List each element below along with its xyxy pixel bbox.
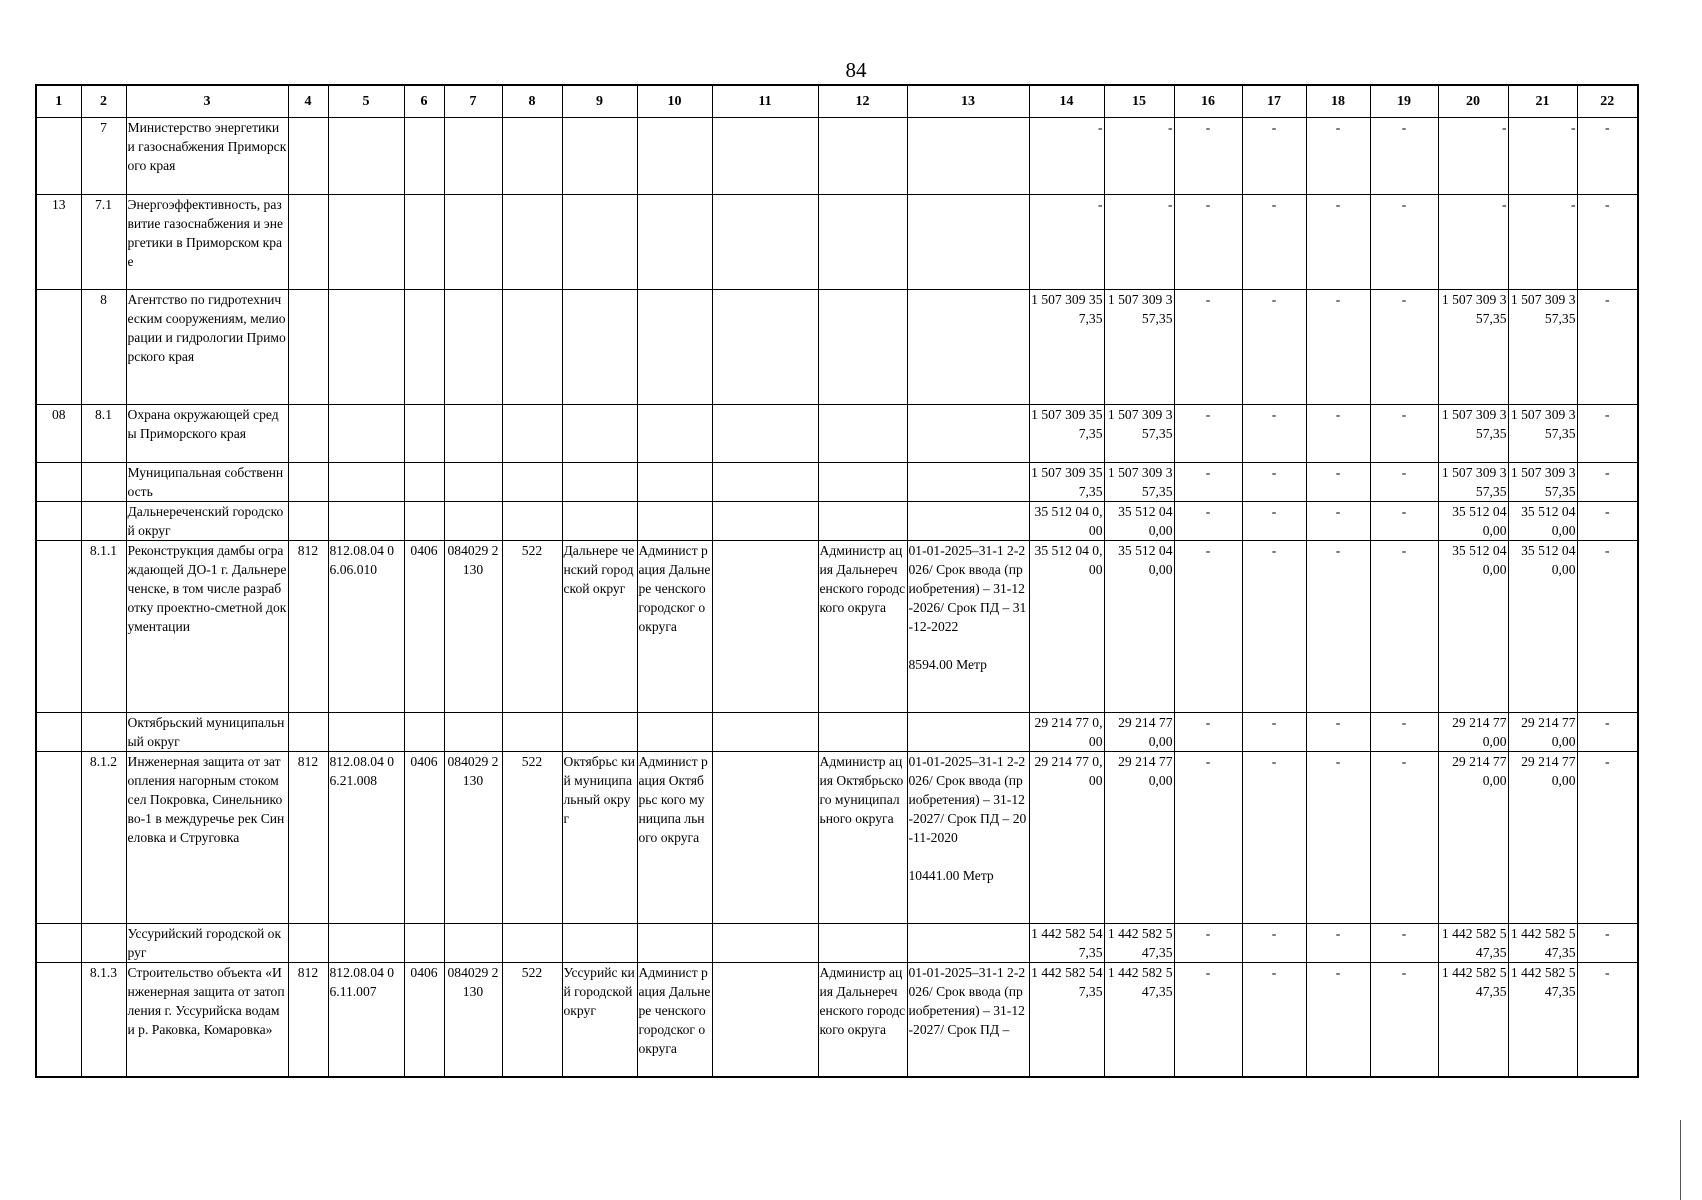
table-cell: - bbox=[1370, 463, 1438, 502]
table-cell: - bbox=[1370, 290, 1438, 405]
table-cell: - bbox=[1577, 405, 1638, 463]
table-cell: 084029 2130 bbox=[444, 963, 502, 1077]
column-header: 18 bbox=[1306, 85, 1370, 118]
table-cell: 1 507 309 357,35 bbox=[1508, 405, 1577, 463]
table-cell bbox=[907, 924, 1029, 963]
table-cell bbox=[562, 118, 637, 195]
table-cell: - bbox=[1242, 924, 1306, 963]
table-cell: 522 bbox=[502, 541, 562, 713]
table-cell: Октябрьский муниципальный округ bbox=[126, 713, 288, 752]
table-cell: - bbox=[1306, 713, 1370, 752]
column-header: 3 bbox=[126, 85, 288, 118]
table-cell bbox=[36, 463, 81, 502]
table-cell: 0406 bbox=[404, 541, 444, 713]
table-cell bbox=[712, 118, 818, 195]
table-cell: - bbox=[1370, 118, 1438, 195]
table-cell: 7 bbox=[81, 118, 126, 195]
column-header: 13 bbox=[907, 85, 1029, 118]
table-cell bbox=[818, 405, 907, 463]
table-cell: 01-01-2025–31-1 2-2026/ Срок ввода (приобретения) – 31-12-2026/ Срок ПД – 31-12-2022 8594.00 Метр bbox=[907, 541, 1029, 713]
table-cell: - bbox=[1242, 963, 1306, 1077]
table-cell: 522 bbox=[502, 963, 562, 1077]
table-cell bbox=[36, 963, 81, 1077]
table-cell: - bbox=[1242, 502, 1306, 541]
scan-edge-mark bbox=[1680, 1120, 1681, 1200]
table-cell bbox=[818, 924, 907, 963]
table-cell bbox=[907, 502, 1029, 541]
column-header: 15 bbox=[1104, 85, 1174, 118]
table-cell bbox=[288, 713, 328, 752]
table-cell bbox=[444, 924, 502, 963]
table-cell: - bbox=[1306, 463, 1370, 502]
table-cell bbox=[562, 502, 637, 541]
table-cell bbox=[36, 752, 81, 924]
table-cell: 35 512 04 0,00 bbox=[1029, 502, 1104, 541]
page-number: 84 bbox=[845, 58, 867, 82]
table-cell: - bbox=[1306, 290, 1370, 405]
table-cell bbox=[637, 924, 712, 963]
table-cell bbox=[907, 463, 1029, 502]
table-cell bbox=[36, 290, 81, 405]
table-cell: - bbox=[1306, 752, 1370, 924]
table-cell bbox=[36, 924, 81, 963]
table-row bbox=[36, 924, 1638, 963]
table-cell: 812 bbox=[288, 541, 328, 713]
table-cell: 08 bbox=[36, 405, 81, 463]
table-cell: 29 214 77 0,00 bbox=[1438, 713, 1508, 752]
table-cell: - bbox=[1577, 924, 1638, 963]
table-cell: 8.1.3 bbox=[81, 963, 126, 1077]
table-cell: 1 442 582 547,35 bbox=[1104, 963, 1174, 1077]
table-cell: 1 507 309 357,35 bbox=[1438, 463, 1508, 502]
table-cell bbox=[288, 463, 328, 502]
table-cell: - bbox=[1242, 713, 1306, 752]
column-header: 9 bbox=[562, 85, 637, 118]
table-cell: 0406 bbox=[404, 963, 444, 1077]
table-cell bbox=[907, 405, 1029, 463]
table-cell: 1 507 309 357,35 bbox=[1508, 290, 1577, 405]
column-header: 20 bbox=[1438, 85, 1508, 118]
table-cell: Реконструкция дамбы ограждающей ДО-1 г. Дальнереченске, в том числе разработку проектно-сметной документации bbox=[126, 541, 288, 713]
table-cell bbox=[36, 713, 81, 752]
table-cell: 812.08.04 06.11.007 bbox=[328, 963, 404, 1077]
table-cell: 1 442 582 547,35 bbox=[1104, 924, 1174, 963]
table-cell bbox=[907, 118, 1029, 195]
table-cell: Администр ация Дальнереч енского городского округа bbox=[818, 541, 907, 713]
table-cell: Муниципальная собственность bbox=[126, 463, 288, 502]
table-cell: Министерство энергетики и газоснабжения Приморского края bbox=[126, 118, 288, 195]
table-cell bbox=[502, 502, 562, 541]
table-cell bbox=[637, 290, 712, 405]
table-cell bbox=[562, 713, 637, 752]
table-cell bbox=[444, 290, 502, 405]
table-cell: - bbox=[1174, 195, 1242, 290]
table-cell: 29 214 77 0,00 bbox=[1029, 713, 1104, 752]
table-cell: 1 507 309 357,35 bbox=[1104, 463, 1174, 502]
table-cell: - bbox=[1370, 195, 1438, 290]
table-cell: - bbox=[1577, 541, 1638, 713]
table-cell: Администр ация Дальнереч енского городского округа bbox=[818, 963, 907, 1077]
table-cell: Администр ация Октябрьско го муниципал ьного округа bbox=[818, 752, 907, 924]
table-cell: 084029 2130 bbox=[444, 541, 502, 713]
table-cell bbox=[502, 713, 562, 752]
table-cell: - bbox=[1174, 713, 1242, 752]
column-header: 16 bbox=[1174, 85, 1242, 118]
table-cell: - bbox=[1370, 502, 1438, 541]
column-header: 22 bbox=[1577, 85, 1638, 118]
table-cell: - bbox=[1174, 463, 1242, 502]
table-cell: 8 bbox=[81, 290, 126, 405]
column-header: 7 bbox=[444, 85, 502, 118]
table-cell bbox=[288, 118, 328, 195]
table-cell: Октябрьс кий муниципа льный округ bbox=[562, 752, 637, 924]
column-header: 4 bbox=[288, 85, 328, 118]
table-cell: - bbox=[1306, 118, 1370, 195]
table-cell bbox=[36, 541, 81, 713]
table-cell: 1 507 309 357,35 bbox=[1438, 405, 1508, 463]
table-cell: 13 bbox=[36, 195, 81, 290]
table-cell: 35 512 04 0,00 bbox=[1104, 502, 1174, 541]
table-cell: 1 507 309 357,35 bbox=[1508, 463, 1577, 502]
column-header: 6 bbox=[404, 85, 444, 118]
table-cell: 29 214 77 0,00 bbox=[1104, 713, 1174, 752]
table-cell bbox=[712, 195, 818, 290]
table-cell: 1 507 309 357,35 bbox=[1029, 463, 1104, 502]
table-cell: - bbox=[1174, 118, 1242, 195]
table-cell bbox=[328, 290, 404, 405]
table-cell: 0406 bbox=[404, 752, 444, 924]
table-cell bbox=[502, 463, 562, 502]
table-cell bbox=[712, 713, 818, 752]
table-cell bbox=[562, 463, 637, 502]
table-cell bbox=[637, 713, 712, 752]
table-row bbox=[36, 405, 1638, 463]
table-cell: - bbox=[1508, 118, 1577, 195]
table-cell: 8.1.2 bbox=[81, 752, 126, 924]
table-cell bbox=[637, 463, 712, 502]
table-cell: - bbox=[1174, 963, 1242, 1077]
table-cell bbox=[907, 713, 1029, 752]
table-row bbox=[36, 502, 1638, 541]
table-cell bbox=[81, 463, 126, 502]
table-cell bbox=[712, 502, 818, 541]
table-cell: - bbox=[1104, 195, 1174, 290]
column-header: 10 bbox=[637, 85, 712, 118]
table-cell: - bbox=[1174, 541, 1242, 713]
column-header: 21 bbox=[1508, 85, 1577, 118]
table-cell: - bbox=[1577, 963, 1638, 1077]
column-header: 12 bbox=[818, 85, 907, 118]
table-cell: 29 214 77 0,00 bbox=[1029, 752, 1104, 924]
table-cell: 7.1 bbox=[81, 195, 126, 290]
table-cell: - bbox=[1306, 924, 1370, 963]
table-cell: - bbox=[1370, 713, 1438, 752]
table-row bbox=[36, 541, 1638, 713]
table-cell bbox=[36, 118, 81, 195]
table-cell: 1 507 309 357,35 bbox=[1029, 290, 1104, 405]
table-cell bbox=[288, 924, 328, 963]
table-cell bbox=[502, 290, 562, 405]
table-cell bbox=[502, 118, 562, 195]
table-cell: 1 442 582 547,35 bbox=[1029, 924, 1104, 963]
table-cell: 35 512 04 0,00 bbox=[1508, 502, 1577, 541]
table-cell bbox=[404, 195, 444, 290]
column-header: 19 bbox=[1370, 85, 1438, 118]
table-cell: Энергоэффективность, развитие газоснабжения и энергетики в Приморском крае bbox=[126, 195, 288, 290]
table-cell: - bbox=[1242, 290, 1306, 405]
table-cell bbox=[637, 118, 712, 195]
table-cell: - bbox=[1577, 195, 1638, 290]
table-cell bbox=[404, 502, 444, 541]
table-cell bbox=[637, 195, 712, 290]
table-cell bbox=[712, 541, 818, 713]
table-cell bbox=[288, 405, 328, 463]
table-cell: - bbox=[1370, 752, 1438, 924]
table-cell: 29 214 77 0,00 bbox=[1508, 752, 1577, 924]
table-cell: - bbox=[1577, 290, 1638, 405]
table-cell: 29 214 77 0,00 bbox=[1104, 752, 1174, 924]
table-cell bbox=[502, 405, 562, 463]
table-cell bbox=[818, 118, 907, 195]
table-cell bbox=[818, 502, 907, 541]
table-cell: Уссурийский городской округ bbox=[126, 924, 288, 963]
table-cell bbox=[328, 713, 404, 752]
table-cell: Агентство по гидротехническим сооружениям, мелиорации и гидрологии Приморского края bbox=[126, 290, 288, 405]
table-cell: - bbox=[1370, 541, 1438, 713]
table-cell: Админист рация Октябрьс кого муниципа льного округа bbox=[637, 752, 712, 924]
header-row bbox=[36, 85, 1638, 118]
column-header: 17 bbox=[1242, 85, 1306, 118]
table-cell: - bbox=[1029, 118, 1104, 195]
table-cell bbox=[444, 195, 502, 290]
budget-table bbox=[35, 84, 1639, 1078]
table-cell: 8.1.1 bbox=[81, 541, 126, 713]
table-cell bbox=[444, 713, 502, 752]
table-cell bbox=[818, 195, 907, 290]
table-cell bbox=[404, 405, 444, 463]
table-cell: - bbox=[1174, 752, 1242, 924]
table-cell: Уссурийс кий городской округ bbox=[562, 963, 637, 1077]
table-cell: 812 bbox=[288, 752, 328, 924]
column-header: 14 bbox=[1029, 85, 1104, 118]
table-cell bbox=[907, 290, 1029, 405]
table-cell: 1 442 582 547,35 bbox=[1438, 924, 1508, 963]
table-cell: 35 512 04 0,00 bbox=[1438, 502, 1508, 541]
table-cell: 1 507 309 357,35 bbox=[1104, 290, 1174, 405]
table-cell: - bbox=[1242, 118, 1306, 195]
table-cell: Охрана окружающей среды Приморского края bbox=[126, 405, 288, 463]
table-cell bbox=[328, 195, 404, 290]
table-cell: 8.1 bbox=[81, 405, 126, 463]
table-cell: - bbox=[1104, 118, 1174, 195]
table-cell: - bbox=[1306, 963, 1370, 1077]
table-cell bbox=[404, 463, 444, 502]
table-cell: 35 512 04 0,00 bbox=[1438, 541, 1508, 713]
table-cell bbox=[328, 924, 404, 963]
table-row bbox=[36, 752, 1638, 924]
table-cell: 812.08.04 06.06.010 bbox=[328, 541, 404, 713]
table-cell bbox=[328, 405, 404, 463]
table-cell bbox=[81, 924, 126, 963]
table-cell: Админист рация Дальнере ченского городског о округа bbox=[637, 963, 712, 1077]
table-cell: Дальнереченский городской округ bbox=[126, 502, 288, 541]
table-cell: 812.08.04 06.21.008 bbox=[328, 752, 404, 924]
table-cell: - bbox=[1174, 502, 1242, 541]
table-cell bbox=[562, 405, 637, 463]
table-cell bbox=[562, 290, 637, 405]
table-cell bbox=[637, 502, 712, 541]
table-cell: - bbox=[1508, 195, 1577, 290]
table-cell: - bbox=[1306, 405, 1370, 463]
table-cell bbox=[444, 405, 502, 463]
table-cell bbox=[288, 290, 328, 405]
table-row bbox=[36, 963, 1638, 1077]
table-cell bbox=[562, 195, 637, 290]
table-cell bbox=[444, 118, 502, 195]
table-cell: - bbox=[1029, 195, 1104, 290]
table-cell: - bbox=[1242, 463, 1306, 502]
table-cell: 522 bbox=[502, 752, 562, 924]
table-cell: 1 442 582 547,35 bbox=[1508, 963, 1577, 1077]
table-cell: - bbox=[1242, 541, 1306, 713]
table-cell: - bbox=[1577, 502, 1638, 541]
table-cell bbox=[288, 195, 328, 290]
table-cell bbox=[712, 752, 818, 924]
table-cell bbox=[712, 405, 818, 463]
table-cell: - bbox=[1306, 502, 1370, 541]
table-cell: - bbox=[1577, 713, 1638, 752]
table-row bbox=[36, 195, 1638, 290]
table-cell bbox=[328, 118, 404, 195]
table-cell bbox=[288, 502, 328, 541]
table-cell bbox=[404, 118, 444, 195]
table-cell bbox=[81, 502, 126, 541]
table-cell: - bbox=[1174, 290, 1242, 405]
table-cell bbox=[444, 463, 502, 502]
table-row bbox=[36, 463, 1638, 502]
table-cell: 29 214 77 0,00 bbox=[1438, 752, 1508, 924]
table-cell bbox=[328, 463, 404, 502]
column-header: 2 bbox=[81, 85, 126, 118]
table-cell: 01-01-2025–31-1 2-2026/ Срок ввода (приобретения) – 31-12-2027/ Срок ПД – 20-11-2020 10441.00 Метр bbox=[907, 752, 1029, 924]
table-cell bbox=[404, 290, 444, 405]
table-cell: - bbox=[1306, 195, 1370, 290]
table-cell bbox=[444, 502, 502, 541]
table-cell: - bbox=[1370, 924, 1438, 963]
table-cell: 812 bbox=[288, 963, 328, 1077]
table-cell: - bbox=[1242, 195, 1306, 290]
table-row bbox=[36, 118, 1638, 195]
table-cell: 35 512 04 0,00 bbox=[1508, 541, 1577, 713]
table-cell: 35 512 04 0,00 bbox=[1104, 541, 1174, 713]
table-cell: 1 507 309 357,35 bbox=[1438, 290, 1508, 405]
table-cell: Строительство объекта «Инженерная защита от затопления г. Уссурийска водами р. Раковка, Комаровка» bbox=[126, 963, 288, 1077]
table-cell: 01-01-2025–31-1 2-2026/ Срок ввода (приобретения) – 31-12-2027/ Срок ПД – bbox=[907, 963, 1029, 1077]
table-cell: - bbox=[1577, 463, 1638, 502]
table-cell bbox=[404, 713, 444, 752]
column-header: 1 bbox=[36, 85, 81, 118]
table-cell bbox=[404, 924, 444, 963]
table-cell bbox=[81, 713, 126, 752]
table-cell bbox=[907, 195, 1029, 290]
table-cell bbox=[502, 924, 562, 963]
column-header: 8 bbox=[502, 85, 562, 118]
table-row bbox=[36, 713, 1638, 752]
table-cell: - bbox=[1438, 118, 1508, 195]
table-cell: 29 214 77 0,00 bbox=[1508, 713, 1577, 752]
table-cell: - bbox=[1438, 195, 1508, 290]
table-cell: - bbox=[1306, 541, 1370, 713]
table-cell bbox=[712, 963, 818, 1077]
table-cell: 1 507 309 357,35 bbox=[1104, 405, 1174, 463]
table-row bbox=[36, 290, 1638, 405]
table-cell: Админист рация Дальнере ченского городског о округа bbox=[637, 541, 712, 713]
table-cell: - bbox=[1174, 924, 1242, 963]
table-cell: - bbox=[1577, 118, 1638, 195]
table-cell: - bbox=[1242, 405, 1306, 463]
table-cell bbox=[712, 463, 818, 502]
table-cell: - bbox=[1370, 405, 1438, 463]
table-cell bbox=[328, 502, 404, 541]
table-cell: Инженерная защита от затопления нагорным стоком сел Покровка, Синельниково-1 в междуречье рек Синеловка и Струговка bbox=[126, 752, 288, 924]
table-cell bbox=[818, 713, 907, 752]
table-cell: 1 442 582 547,35 bbox=[1438, 963, 1508, 1077]
table-cell bbox=[637, 405, 712, 463]
column-header: 5 bbox=[328, 85, 404, 118]
table-cell: Дальнере ченский городской округ bbox=[562, 541, 637, 713]
table-cell: 35 512 04 0,00 bbox=[1029, 541, 1104, 713]
table-cell: 1 442 582 547,35 bbox=[1508, 924, 1577, 963]
table-cell bbox=[36, 502, 81, 541]
column-header: 11 bbox=[712, 85, 818, 118]
table-cell: - bbox=[1577, 752, 1638, 924]
table-cell: 084029 2130 bbox=[444, 752, 502, 924]
table-cell bbox=[712, 290, 818, 405]
table-cell: 1 442 582 547,35 bbox=[1029, 963, 1104, 1077]
table-cell: - bbox=[1242, 752, 1306, 924]
table-cell bbox=[818, 463, 907, 502]
table-cell bbox=[502, 195, 562, 290]
table-body bbox=[36, 85, 1638, 1077]
table-cell: - bbox=[1174, 405, 1242, 463]
table-cell: 1 507 309 357,35 bbox=[1029, 405, 1104, 463]
table-cell bbox=[818, 290, 907, 405]
table-cell bbox=[562, 924, 637, 963]
table-cell bbox=[712, 924, 818, 963]
table-cell: - bbox=[1370, 963, 1438, 1077]
